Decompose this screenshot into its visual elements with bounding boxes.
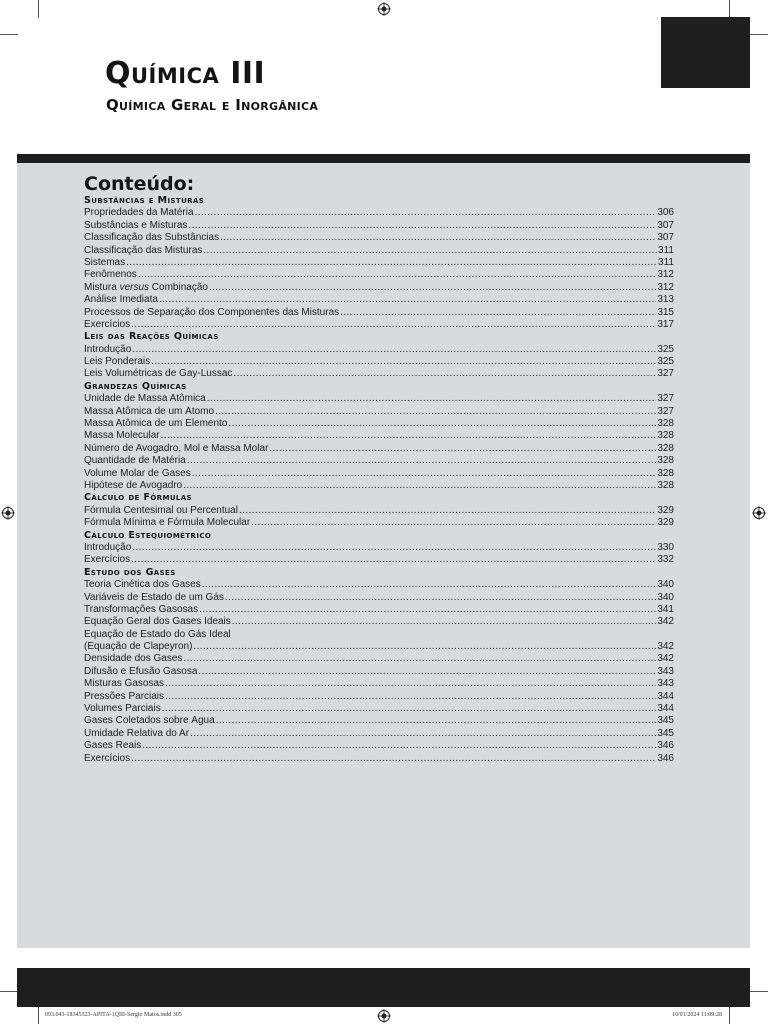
toc-entry [84, 319, 674, 331]
toc-entry-label: Processos de Separação dos Componentes das Misturas [84, 306, 340, 318]
table-of-contents [84, 195, 674, 765]
toc-entry-page: 325 [657, 356, 674, 368]
toc-entry-label: Quantidade de Matéria [84, 455, 186, 467]
registration-mark-icon [1, 506, 15, 520]
toc-entry-page: 312 [657, 269, 674, 281]
toc-entry [84, 245, 674, 257]
crop-mark [0, 991, 18, 992]
toc-entry-page: 327 [657, 405, 674, 417]
toc-entry-page: 307 [657, 232, 674, 244]
dot-leader [233, 368, 656, 380]
dot-leader [142, 740, 656, 752]
toc-entry-label: Massa Atômica de um Átomo [84, 405, 215, 417]
toc-section-title: Estudo dos Gases [84, 566, 176, 578]
toc-entry-label: Classificação das Misturas [84, 244, 203, 256]
dot-leader [126, 257, 657, 269]
dot-leader [162, 703, 657, 715]
toc-entry-page: 345 [657, 715, 674, 727]
toc-entry-label: Difusão e Efusão Gasosa [84, 665, 198, 677]
toc-entry [84, 406, 674, 418]
toc-entry-label: Fórmula Centesimal ou Percentual [84, 504, 238, 516]
dot-leader [202, 579, 657, 591]
toc-entry [84, 418, 674, 430]
crop-mark [750, 991, 768, 992]
toc-entry-label: Introdução [84, 541, 132, 553]
toc-entry [84, 220, 674, 232]
toc-entry-label: Volumes Parciais [84, 703, 161, 715]
dot-leader [228, 418, 656, 430]
dot-leader [165, 691, 656, 703]
toc-entry-page: 342 [657, 641, 674, 653]
footer-bar [17, 968, 750, 1007]
dot-leader [207, 393, 657, 405]
toc-entry-page: 340 [657, 591, 674, 603]
dot-leader [209, 282, 656, 294]
toc-entry [84, 592, 674, 604]
toc-entry-page: 312 [657, 281, 674, 293]
dot-leader [131, 319, 656, 331]
toc-entry-page: 328 [657, 455, 674, 467]
dot-leader [131, 554, 656, 566]
toc-entry-label: Propriedades da Matéria [84, 207, 194, 219]
toc-entry-label: Gases Coletados sobre Água [84, 715, 215, 727]
toc-entry [84, 691, 674, 703]
toc-entry [84, 480, 674, 492]
dot-leader [225, 592, 656, 604]
toc-entry [84, 728, 674, 740]
toc-entry-page: 327 [657, 393, 674, 405]
toc-entry [84, 344, 674, 356]
dot-leader [132, 344, 656, 356]
toc-entry-label: Introdução [84, 343, 132, 355]
toc-entry [84, 307, 674, 319]
toc-entry [84, 430, 674, 442]
toc-entry-label: Número de Avogadro, Mol e Massa Molar [84, 442, 269, 454]
toc-entry [84, 368, 674, 380]
toc-entry [84, 393, 674, 405]
toc-entry [84, 468, 674, 480]
toc-entry [84, 678, 674, 690]
toc-entry [84, 703, 674, 715]
registration-mark-icon [752, 506, 766, 520]
toc-entry [84, 641, 674, 653]
toc-entry-page: 328 [657, 430, 674, 442]
toc-entry [84, 629, 674, 641]
dot-leader [187, 455, 657, 467]
toc-entry-label: Variáveis de Estado de um Gás [84, 591, 224, 603]
toc-entry-label: Exercícios [84, 554, 131, 566]
toc-entry-page: 342 [657, 616, 674, 628]
toc-entry [84, 554, 674, 566]
toc-entry-page: 341 [657, 603, 674, 615]
dot-leader [198, 666, 656, 678]
toc-entry [84, 443, 674, 455]
dot-leader [138, 269, 657, 281]
toc-entry-label: Gases Reais [84, 740, 142, 752]
toc-entry [84, 505, 674, 517]
crop-mark [729, 1006, 730, 1024]
toc-entry [84, 517, 674, 529]
toc-entry-page: 330 [657, 541, 674, 553]
corner-tab-block [661, 17, 750, 88]
toc-entry-label: Substâncias e Misturas [84, 219, 188, 231]
dot-leader [159, 294, 656, 306]
toc-entry-page: 325 [657, 343, 674, 355]
page-subtitle: Química Geral e Inorgânica [106, 96, 319, 114]
toc-entry-label: Leis Volumétricas de Gay-Lussac [84, 368, 233, 380]
toc-entry-label: Análise Imediata [84, 294, 158, 306]
crop-mark [0, 34, 18, 35]
toc-entry-page: 346 [657, 740, 674, 752]
toc-entry-label: Densidade dos Gases [84, 653, 183, 665]
toc-entry-page: 343 [657, 665, 674, 677]
dot-leader [239, 505, 656, 517]
toc-section-title: Leis das Reações Químicas [84, 331, 219, 343]
toc-entry-label: Transformações Gasosas [84, 603, 199, 615]
toc-entry-label: Pressões Parciais [84, 690, 165, 702]
toc-entry-label: Umidade Relativa do Ar [84, 727, 190, 739]
toc-entry [84, 604, 674, 616]
toc-entry-page: 311 [658, 244, 674, 256]
dot-leader [151, 356, 656, 368]
toc-entry-page: 344 [657, 703, 674, 715]
toc-entry-label: Unidade de Massa Atômica [84, 393, 206, 405]
toc-entry [84, 666, 674, 678]
toc-entry-label: Leis Ponderais [84, 356, 151, 368]
toc-entry-page: 329 [657, 517, 674, 529]
toc-entry-page: 340 [657, 579, 674, 591]
dot-leader [193, 641, 656, 653]
toc-entry [84, 207, 674, 219]
toc-entry-label: Fenômenos [84, 269, 137, 281]
dot-leader [132, 542, 656, 554]
toc-entry-page: 346 [657, 752, 674, 764]
toc-entry [84, 356, 674, 368]
toc-entry-page: 345 [657, 727, 674, 739]
toc-entry-label: Sistemas [84, 256, 126, 268]
toc-entry-page: 329 [657, 504, 674, 516]
toc-entry [84, 294, 674, 306]
dot-leader [165, 678, 656, 690]
toc-entry-label: Misturas Gasosas [84, 678, 165, 690]
toc-entry [84, 740, 674, 752]
toc-entry [84, 269, 674, 281]
toc-entry-page: 342 [657, 653, 674, 665]
toc-entry [84, 579, 674, 591]
toc-entry-label: Equação Geral dos Gases Ideais [84, 616, 231, 628]
dot-leader [269, 443, 656, 455]
toc-entry-label: Mistura versus Combinação [84, 281, 208, 293]
dot-leader [251, 517, 656, 529]
crop-mark [38, 0, 39, 18]
toc-entry-page: 327 [657, 368, 674, 380]
dot-leader [192, 468, 657, 480]
toc-entry [84, 653, 674, 665]
toc-entry-page: 307 [657, 219, 674, 231]
toc-section-title: Substâncias e Misturas [84, 195, 205, 206]
registration-mark-icon [377, 1009, 391, 1023]
toc-entry-page: 332 [657, 554, 674, 566]
toc-heading: Conteúdo: [84, 173, 195, 195]
toc-entry-page: 343 [657, 678, 674, 690]
crop-mark [750, 34, 768, 35]
dot-leader [195, 207, 657, 219]
toc-entry-label: Volume Molar de Gases [84, 467, 191, 479]
toc-entry-label: Exercícios [84, 752, 131, 764]
header-divider-bar [17, 154, 750, 163]
dot-leader [216, 715, 657, 727]
dot-leader [215, 406, 656, 418]
toc-entry-page: 344 [657, 690, 674, 702]
toc-entry [84, 455, 674, 467]
toc-section-title: Cálculo Estequiométrico [84, 529, 212, 541]
toc-entry-page: 317 [657, 318, 674, 330]
registration-mark-icon [377, 2, 391, 16]
toc-entry-label: Equação de Estado do Gás Ideal [84, 628, 231, 640]
print-timestamp: 10/01/2024 11:09:28 [672, 1012, 722, 1018]
toc-entry [84, 753, 674, 765]
toc-entry [84, 282, 674, 294]
crop-mark [38, 1006, 39, 1024]
dot-leader [190, 728, 656, 740]
toc-entry-label: Exercícios [84, 318, 131, 330]
dot-leader [203, 245, 657, 257]
dot-leader [183, 480, 656, 492]
crop-mark [729, 0, 730, 18]
dot-leader [161, 430, 657, 442]
file-info: 093.043-18345323-APITA-1QIII-Sergio Matos.indd 305 [45, 1012, 182, 1018]
dot-leader [131, 753, 656, 765]
toc-entry-page: 306 [657, 207, 674, 219]
dot-leader [188, 220, 656, 232]
toc-entry-page: 315 [657, 306, 674, 318]
toc-entry-page: 328 [657, 442, 674, 454]
toc-entry-label: Fórmula Mínima e Fórmula Molecular [84, 517, 251, 529]
dot-leader [232, 616, 657, 628]
toc-entry-page: 313 [657, 294, 674, 306]
toc-entry-label: Teoria Cinética dos Gases [84, 579, 201, 591]
toc-entry-label: (Equação de Clapeyron) [84, 641, 193, 653]
toc-entry [84, 257, 674, 269]
toc-entry-label: Hipótese de Avogadro [84, 479, 183, 491]
toc-entry-page: 328 [657, 479, 674, 491]
dot-leader [220, 232, 656, 244]
dot-leader [199, 604, 656, 616]
toc-entry-label: Classificação das Substâncias [84, 232, 220, 244]
dot-leader [340, 307, 656, 319]
toc-entry-label: Massa Atômica de um Elemento [84, 418, 228, 430]
page-title: Química III [105, 56, 266, 91]
toc-entry [84, 715, 674, 727]
toc-entry [84, 542, 674, 554]
toc-entry-page: 328 [657, 467, 674, 479]
toc-section-title: Cálculo de Fórmulas [84, 492, 193, 504]
toc-entry-page: 328 [657, 418, 674, 430]
dot-leader [183, 653, 656, 665]
toc-entry [84, 232, 674, 244]
toc-section-title: Grandezas Químicas [84, 380, 187, 392]
toc-entry-label: Massa Molecular [84, 430, 160, 442]
toc-entry [84, 616, 674, 628]
toc-entry-page: 311 [658, 256, 674, 268]
